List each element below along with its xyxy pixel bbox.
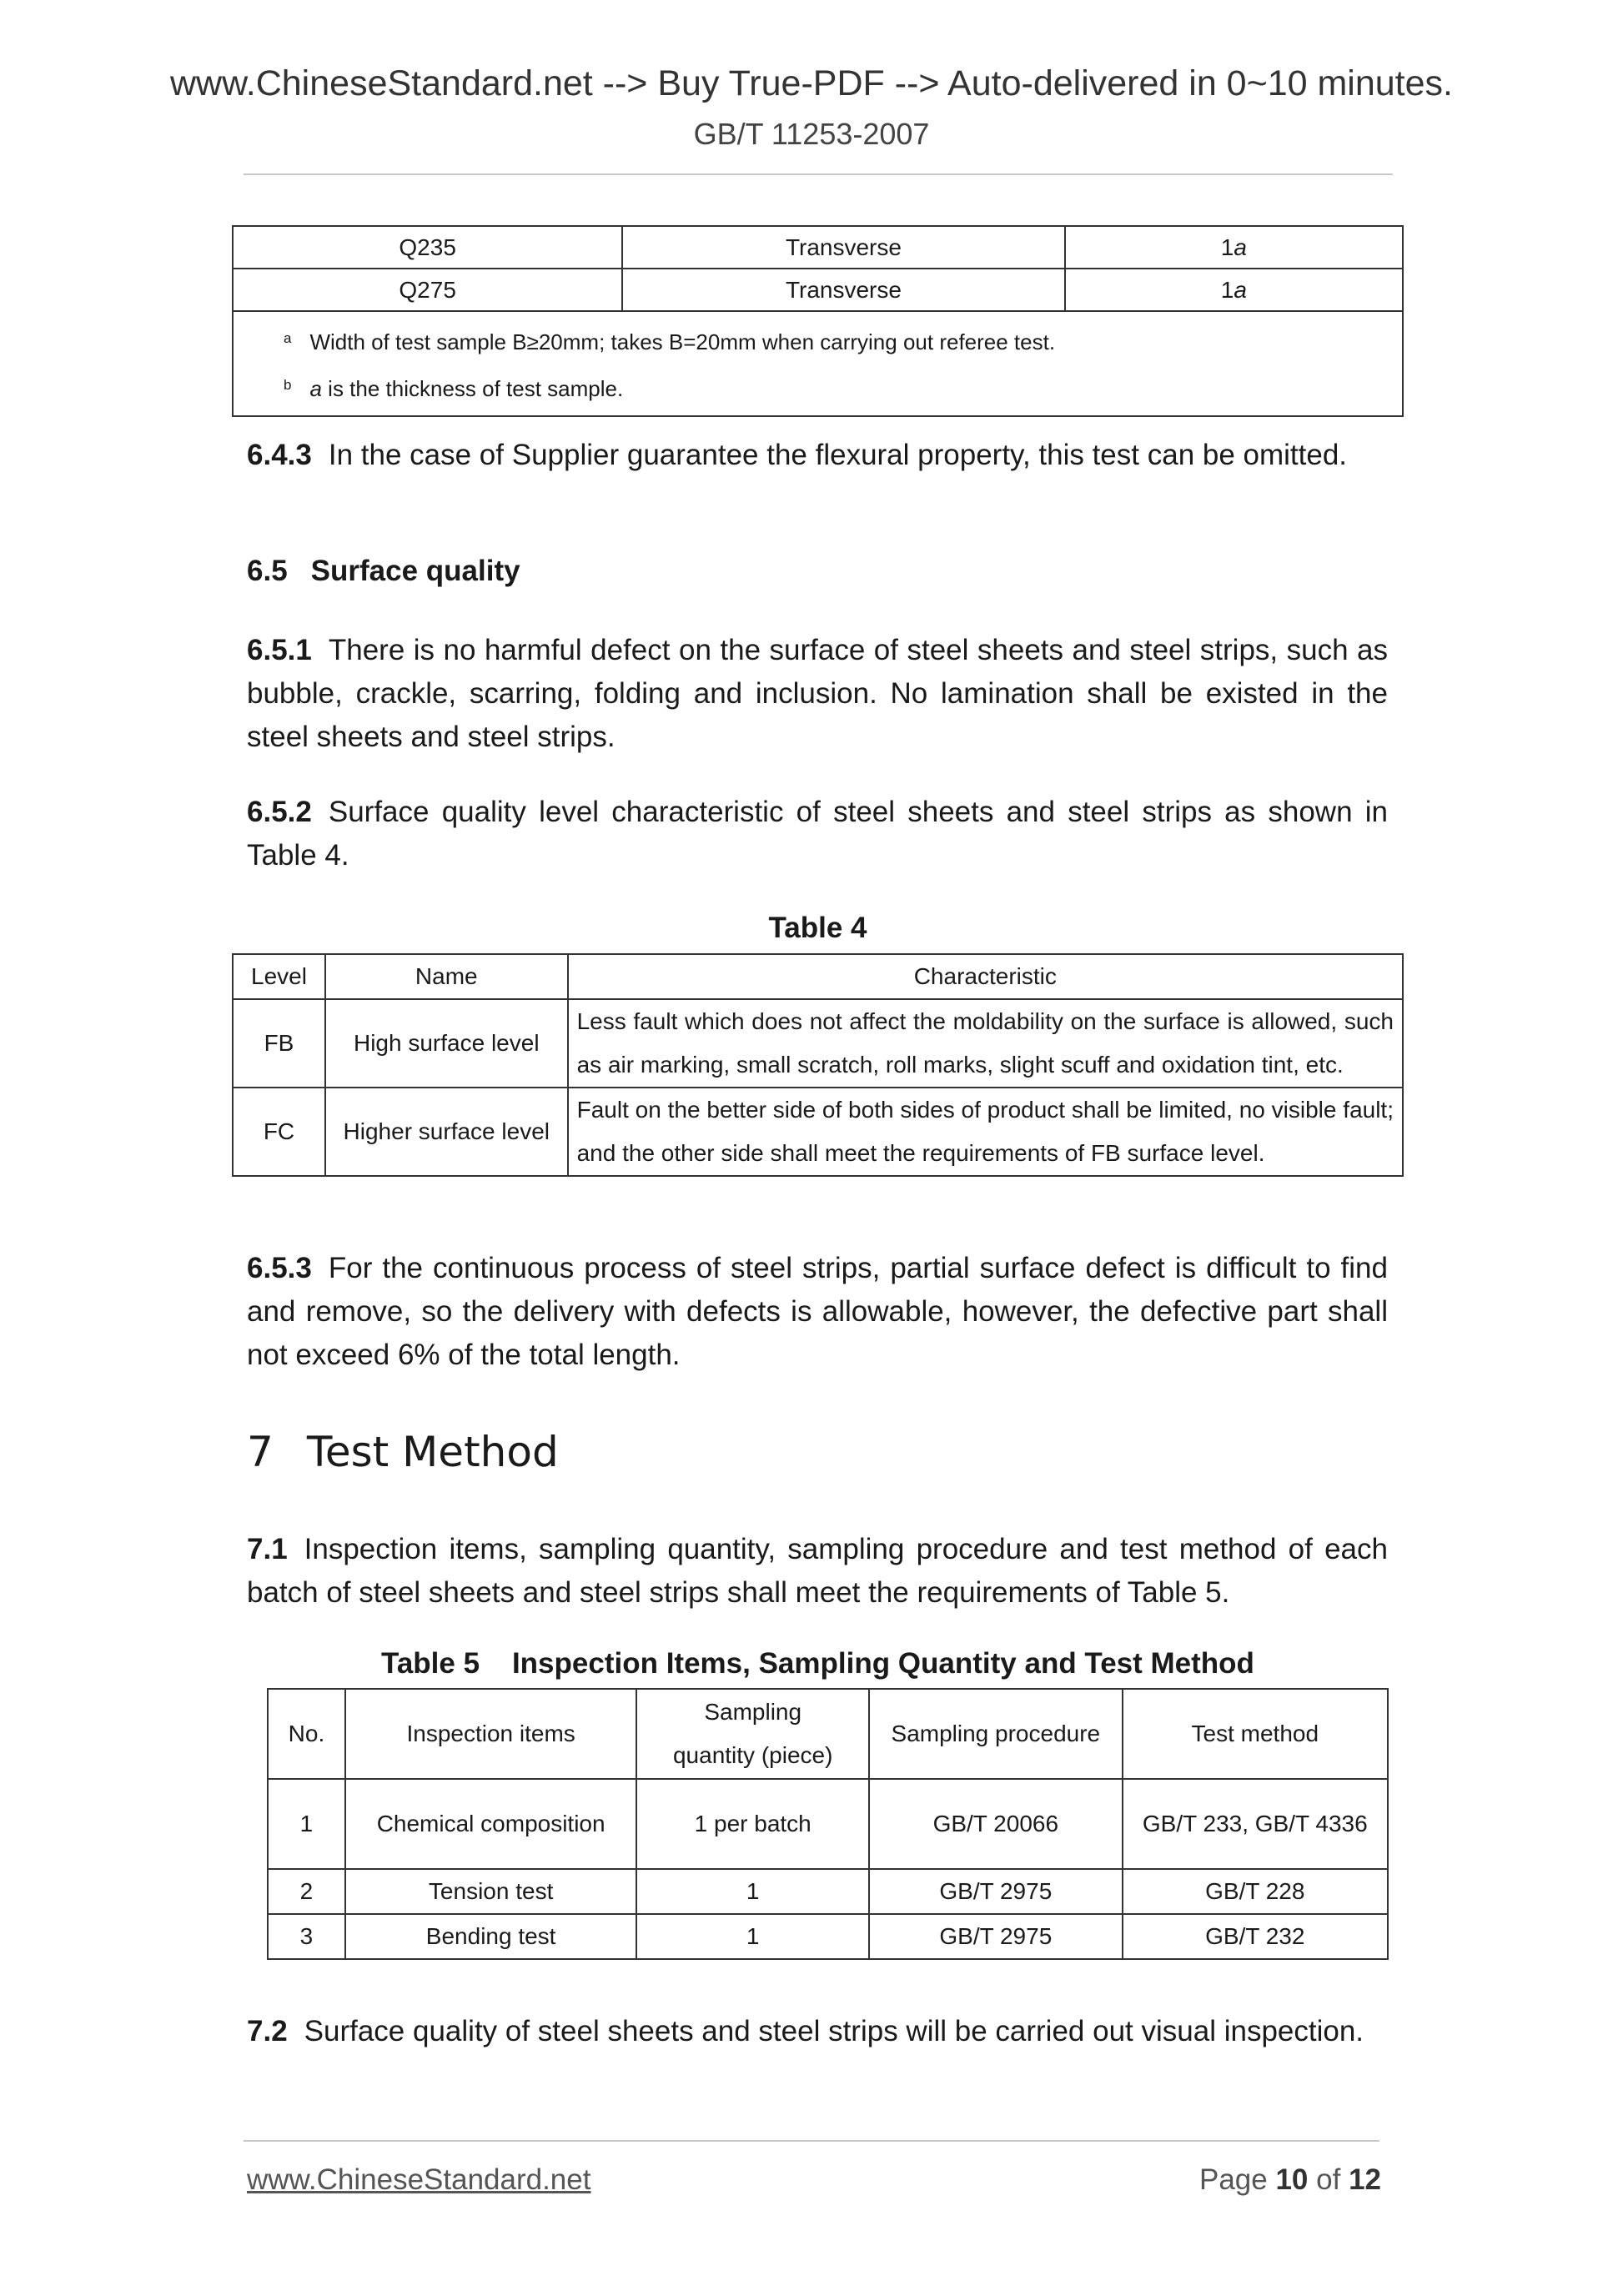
table-cell: 1 xyxy=(268,1779,345,1869)
clause-number: 6.5.2 xyxy=(247,796,312,828)
table-cell: 3 xyxy=(268,1914,345,1959)
section-title: Test Method xyxy=(306,1428,559,1476)
clause-6-5-3 xyxy=(247,1247,1388,1377)
clause-number: 6.5.1 xyxy=(247,634,312,666)
value-number: 1 xyxy=(1220,234,1234,260)
table-cell: GB/T 232 xyxy=(1123,1914,1388,1959)
footnote-b xyxy=(284,364,1385,410)
clause-text: Surface quality of steel sheets and steel strips will be carried out visual inspection. xyxy=(304,2015,1364,2047)
header-cell-no: No. xyxy=(268,1689,345,1779)
value-number: 1 xyxy=(1220,277,1234,303)
header-cell-characteristic: Characteristic xyxy=(568,954,1403,999)
clause-7-1 xyxy=(247,1528,1388,1615)
table-cell: 1 per batch xyxy=(636,1779,869,1869)
footnote-text: Width of test sample B≥20mm; takes B=20mm when carrying out referee test. xyxy=(309,329,1056,354)
footer-website-link[interactable]: www.ChineseStandard.net xyxy=(247,2163,591,2196)
clause-number: 7.1 xyxy=(247,1533,288,1565)
table-cell: GB/T 20066 xyxy=(869,1779,1123,1869)
clause-number: 6.5.3 xyxy=(247,1252,312,1284)
table-cell: Q275 xyxy=(233,269,622,311)
clause-text: For the continuous process of steel strips, partial surface defect is difficult to find and remove, so the delivery with defects is allowable, however, the defective part shall not exceed 6% of the total length. xyxy=(247,1252,1388,1371)
table-cell: Chemical composition xyxy=(345,1779,636,1869)
footnote-mark: b xyxy=(284,377,292,393)
table-cell: GB/T 2975 xyxy=(869,1914,1123,1959)
table-row xyxy=(268,1914,1388,1959)
footer-rule xyxy=(244,2140,1379,2142)
table-header-row xyxy=(268,1689,1388,1779)
table-cell: Q235 xyxy=(233,226,622,269)
table-cell: FC xyxy=(233,1088,325,1176)
table-cell: 1 xyxy=(636,1869,869,1914)
table-header-row xyxy=(233,954,1403,999)
section-number: 7 xyxy=(247,1428,274,1476)
footnote-a xyxy=(284,317,1385,364)
section-7-heading xyxy=(247,1428,592,1476)
table-cell: Transverse xyxy=(622,226,1064,269)
header-cell-name: Name xyxy=(325,954,568,999)
table-cell: High surface level xyxy=(325,999,568,1088)
value-variable: a xyxy=(1234,277,1247,303)
page-prefix: Page xyxy=(1198,2163,1268,2196)
table-row xyxy=(233,269,1403,311)
table4-caption: Table 4 xyxy=(768,912,867,944)
clause-6-4-3 xyxy=(247,434,1388,477)
clause-text: Surface quality level characteristic of steel sheets and steel strips as shown in Table 4. xyxy=(247,796,1388,872)
table5 xyxy=(267,1688,1389,1960)
footnote-text: is the thickness of test sample. xyxy=(321,376,624,401)
header-cell-items: Inspection items xyxy=(345,1689,636,1779)
table-cell: Bending test xyxy=(345,1914,636,1959)
clause-text: In the case of Supplier guarantee the flexural property, this test can be omitted. xyxy=(328,439,1348,471)
clause-text: There is no harmful defect on the surface of steel sheets and steel strips, such as bubble, crackle, scarring, folding and inclusion. No lamination shall be existed in the steel sheets and steel strips. xyxy=(247,634,1388,753)
header-rule xyxy=(244,173,1393,175)
header-doc-id: GB/T 11253-2007 xyxy=(693,117,930,151)
table-cell: Tension test xyxy=(345,1869,636,1914)
table-cell xyxy=(1065,226,1403,269)
table-row xyxy=(233,1088,1403,1176)
footer-page-number xyxy=(1199,2163,1381,2197)
table-notes xyxy=(233,311,1403,416)
page-current: 10 xyxy=(1275,2163,1309,2196)
table-cell xyxy=(1065,269,1403,311)
table-cell: GB/T 2975 xyxy=(869,1869,1123,1914)
page-sep: of xyxy=(1316,2163,1341,2196)
footnote-variable: a xyxy=(309,376,322,401)
clause-6-5-2 xyxy=(247,791,1388,877)
table-cell: Fault on the better side of both sides of product shall be limited, no visible fault; and the other side shall meet the requirements of FB surface level. xyxy=(568,1088,1403,1176)
table-cell: GB/T 233, GB/T 4336 xyxy=(1123,1779,1388,1869)
footnote-mark: a xyxy=(284,330,292,346)
table-cell: GB/T 228 xyxy=(1123,1869,1388,1914)
header-cell-procedure: Sampling procedure xyxy=(869,1689,1123,1779)
table-notes-row xyxy=(233,311,1403,416)
table-row xyxy=(233,226,1403,269)
table-cell: FB xyxy=(233,999,325,1088)
clause-text: Inspection items, sampling quantity, sampling procedure and test method of each batch of steel sheets and steel strips shall meet the requirements of Table 5. xyxy=(247,1533,1388,1609)
table-cell: 2 xyxy=(268,1869,345,1914)
header-banner: www.ChineseStandard.net --> Buy True-PDF --> Auto-delivered in 0~10 minutes. xyxy=(169,63,1453,103)
heading-number: 6.5 xyxy=(247,555,288,587)
clause-number: 6.4.3 xyxy=(247,439,312,471)
table-row xyxy=(268,1779,1388,1869)
table3-continuation xyxy=(232,225,1404,417)
heading-6-5 xyxy=(247,555,544,588)
page-total: 12 xyxy=(1349,2163,1381,2196)
table-cell: 1 xyxy=(636,1914,869,1959)
table-cell: Higher surface level xyxy=(325,1088,568,1176)
table-cell: Transverse xyxy=(622,269,1064,311)
table-row xyxy=(233,999,1403,1088)
table4 xyxy=(232,953,1404,1177)
clause-7-2 xyxy=(247,2010,1388,2053)
clause-6-5-1 xyxy=(247,629,1388,759)
table-cell: Less fault which does not affect the moldability on the surface is allowed, such as air marking, small scratch, roll marks, slight scuff and oxidation tint, etc. xyxy=(568,999,1403,1088)
header-cell-quantity: Sampling quantity (piece) xyxy=(636,1689,869,1779)
value-variable: a xyxy=(1234,234,1247,260)
header-cell-method: Test method xyxy=(1123,1689,1388,1779)
header-cell-level: Level xyxy=(233,954,325,999)
table5-caption: Table 5 Inspection Items, Sampling Quantity and Test Method xyxy=(381,1647,1254,1680)
clause-number: 7.2 xyxy=(247,2015,288,2047)
table-row xyxy=(268,1869,1388,1914)
heading-title: Surface quality xyxy=(310,555,520,587)
